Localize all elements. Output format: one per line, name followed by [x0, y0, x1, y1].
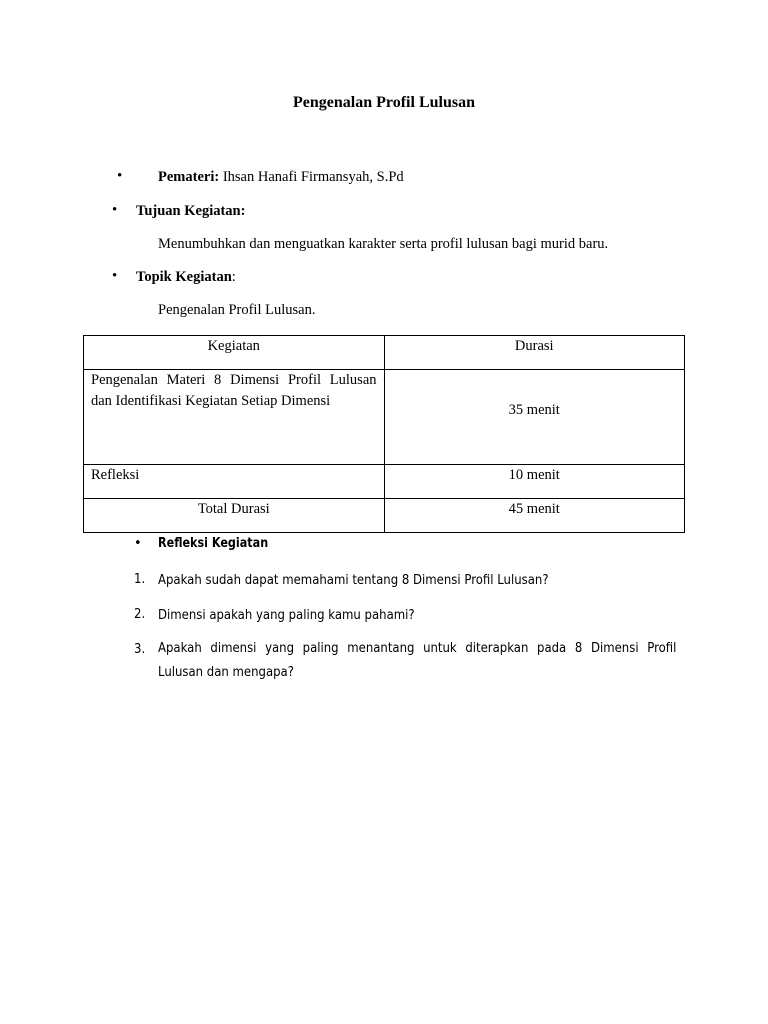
- bullet-pemateri: •: [117, 168, 123, 184]
- total-value: 45 menit: [384, 499, 684, 533]
- table-row: [84, 465, 685, 499]
- tujuan-text: Menumbuhkan dan menguatkan karakter serta profil lulusan bagi murid baru.: [158, 236, 609, 252]
- cell-kegiatan: Refleksi: [84, 465, 385, 499]
- cell-kegiatan-line2: dan Identifikasi Kegiatan Setiap Dimensi: [91, 393, 331, 409]
- question-text-line2: Lulusan dan mengapa?: [158, 665, 294, 680]
- cell-durasi: 10 menit: [384, 465, 684, 499]
- bullet-tujuan: •: [112, 202, 118, 218]
- bullet-topik: •: [112, 268, 118, 284]
- cell-kegiatan: [84, 370, 385, 465]
- total-label: Total Durasi: [84, 499, 385, 533]
- topik-colon: :: [231, 269, 236, 285]
- table-total-row: [84, 499, 685, 533]
- topik-text: Pengenalan Profil Lulusan.: [158, 302, 316, 318]
- topik-label: Topik Kegiatan: [136, 269, 232, 285]
- refleksi-heading: Refleksi Kegiatan: [158, 536, 269, 551]
- question-text: Dimensi apakah yang paling kamu pahami?: [158, 608, 415, 623]
- question-text-line1: Apakah dimensi yang paling menantang untuk diterapkan pada 8 Dimensi Profil: [158, 641, 677, 656]
- table-header-row: [84, 336, 685, 370]
- tujuan-label: Tujuan Kegiatan:: [136, 203, 246, 219]
- header-durasi: Durasi: [384, 336, 684, 370]
- header-kegiatan: Kegiatan: [84, 336, 385, 370]
- question-text: Apakah sudah dapat memahami tentang 8 Dimensi Profil Lulusan?: [158, 573, 549, 588]
- table-row: [84, 370, 685, 465]
- question-number: 2.: [134, 607, 146, 622]
- question-number: 3.: [134, 642, 146, 657]
- topik-line: [136, 269, 236, 286]
- cell-kegiatan-line1: Pengenalan Materi 8 Dimensi Profil Lulusan: [91, 372, 377, 388]
- tujuan-line: [136, 203, 245, 220]
- kegiatan-table: [83, 335, 685, 533]
- bullet-refleksi: •: [134, 536, 142, 551]
- pemateri-value: Ihsan Hanafi Firmansyah, S.Pd: [222, 169, 404, 185]
- cell-durasi: 35 menit: [384, 370, 684, 465]
- question-number: 1.: [134, 572, 146, 587]
- pemateri-label: Pemateri:: [158, 169, 220, 185]
- page-title: Pengenalan Profil Lulusan: [293, 94, 475, 111]
- pemateri-line: [158, 169, 404, 186]
